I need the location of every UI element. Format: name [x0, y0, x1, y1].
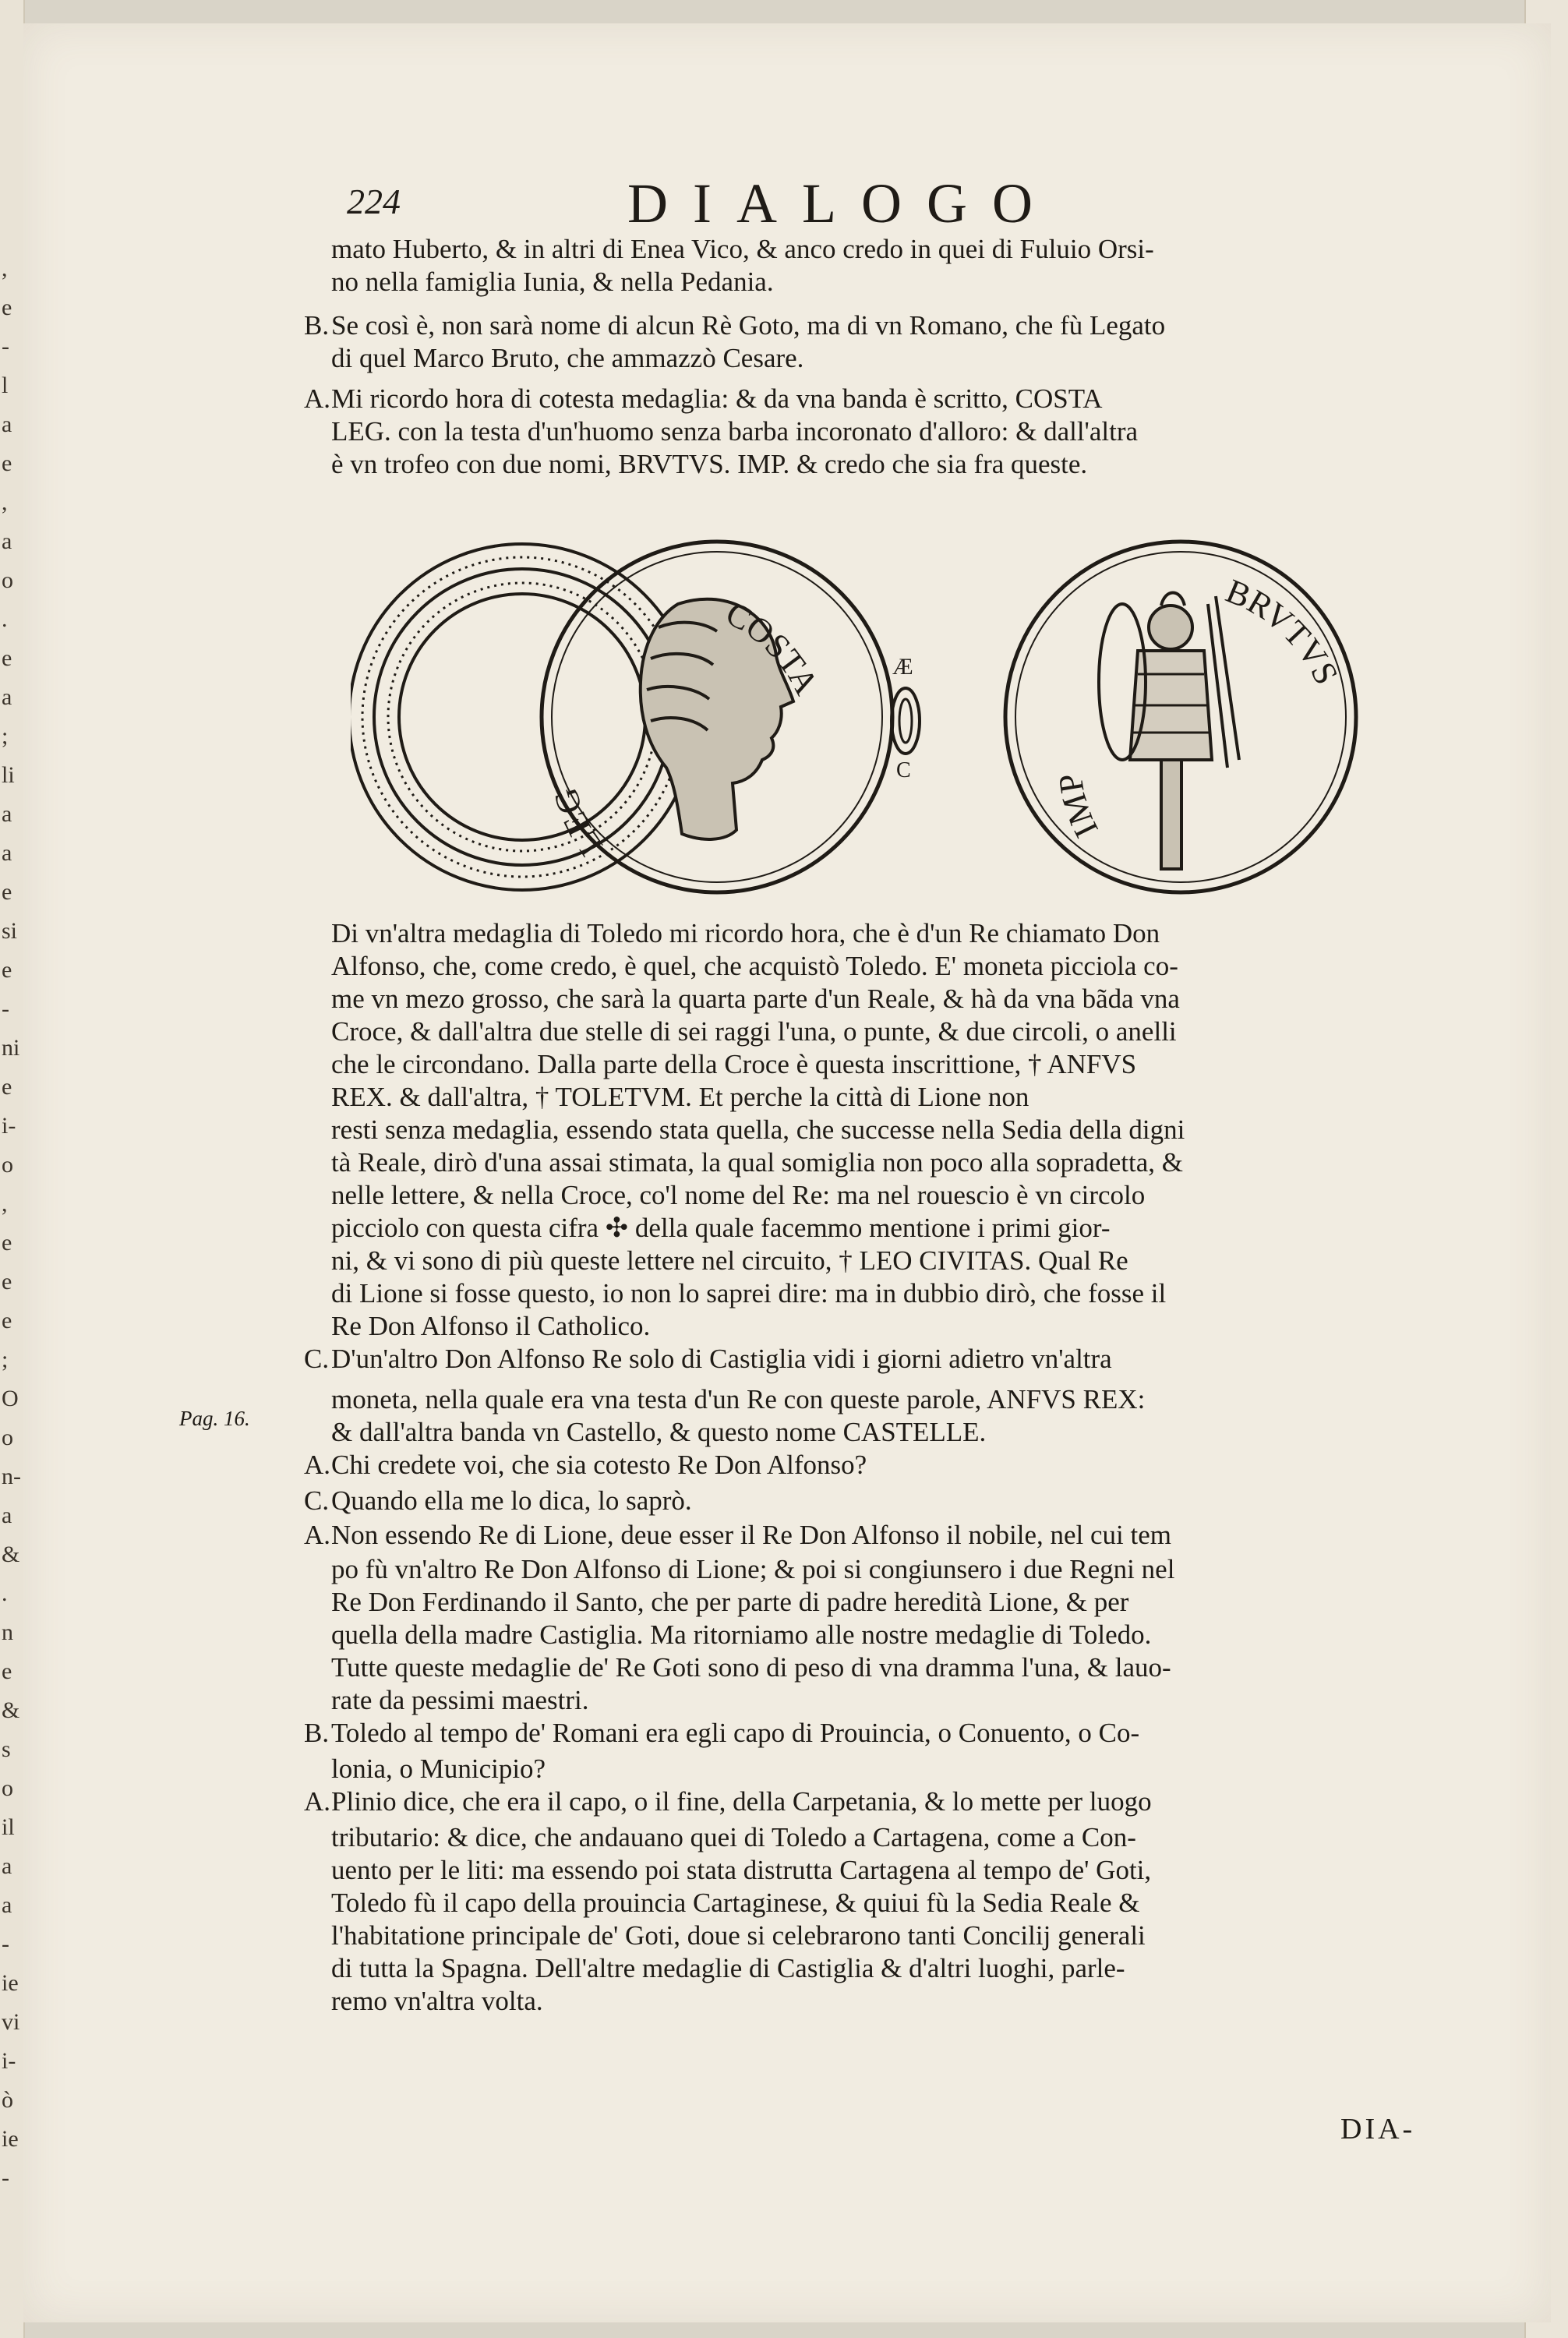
text-line: Re Don Ferdinando il Santo, che per parte di padre heredità Lione, & per [331, 1587, 1129, 1617]
page-number: 224 [347, 182, 401, 221]
coin-inscription-leg: LEG [546, 783, 610, 864]
text-line: Di vn'altra medaglia di Toledo mi ricordo hora, che è d'un Re chiamato Don [331, 918, 1160, 948]
text-line: resti senza medaglia, essendo stata quella, che successe nella Sedia della digni [331, 1114, 1185, 1145]
coin-trophy [1005, 542, 1356, 892]
text-line: & dall'altra banda vn Castello, & questo nome CASTELLE. [331, 1417, 987, 1447]
margin-fragment: e [2, 1309, 12, 1333]
coin-inscription-brutus: BRVTVS [1220, 571, 1346, 690]
margin-fragment: o [2, 569, 13, 592]
margin-fragment: . [2, 608, 8, 631]
margin-fragment: a [2, 1894, 12, 1917]
svg-text:IMP [1051, 771, 1106, 843]
text-line: Re Don Alfonso il Catholico. [331, 1311, 651, 1341]
margin-fragment: n- [2, 1465, 21, 1489]
margin-fragment: vi [2, 2011, 20, 2034]
margin-fragment: ò [2, 2089, 13, 2112]
margin-fragment: si [2, 920, 18, 943]
catchword: DIA- [1340, 2113, 1416, 2146]
margin-fragment: & [2, 1543, 20, 1566]
margin-fragment: , [2, 257, 8, 281]
margin-fragment: - [2, 998, 9, 1021]
text-line: Toledo fù il capo della prouincia Cartaginese, & quiui fù la Sedia Reale & [331, 1888, 1140, 1918]
speaker-label: A. [304, 1520, 331, 1550]
text-line: di quel Marco Bruto, che ammazzò Cesare. [331, 343, 804, 373]
text-line: l'habitatione principale de' Goti, doue si celebrarono tanti Concilij generali [331, 1920, 1146, 1951]
margin-fragment: i- [2, 1114, 16, 1138]
text-line: Toledo al tempo de' Romani era egli capo di Prouincia, o Conuento, o Co- [331, 1718, 1140, 1748]
margin-fragment: a [2, 1504, 12, 1527]
margin-fragment: e [2, 1270, 12, 1294]
text-line: moneta, nella quale era vna testa d'un Re con queste parole, ANFVS REX: [331, 1384, 1146, 1414]
speaker-label: A. [304, 1450, 331, 1480]
margin-fragment: - [2, 335, 9, 358]
text-line: po fù vn'altro Re Don Alfonso di Lione; & poi si congiunsero i due Regni nel [331, 1554, 1175, 1584]
coin-separator-mark [892, 654, 920, 782]
margin-fragment: n [2, 1621, 13, 1644]
margin-fragment: a [2, 842, 12, 865]
text-line: picciolo con questa cifra ✣ della quale facemmo mentione i primi gior- [331, 1213, 1111, 1243]
svg-text:LEG [546, 784, 610, 864]
text-line: ni, & vi sono di più queste lettere nel circuito, † LEO CIVITAS. Qual Re [331, 1245, 1128, 1276]
text-line: nelle lettere, & nella Croce, co'l nome del Re: ma nel rouescio è vn circolo [331, 1180, 1146, 1210]
margin-fragment: i- [2, 2050, 16, 2073]
speaker-label: A. [304, 383, 331, 414]
page-header [23, 171, 1551, 234]
margin-fragment: o [2, 1153, 13, 1177]
text-line: mato Huberto, & in altri di Enea Vico, & anco credo in quei di Fuluio Orsi- [331, 234, 1154, 264]
text-line: remo vn'altra volta. [331, 1986, 543, 2016]
text-line: Non essendo Re di Lione, deue esser il Re Don Alfonso il nobile, nel cui tem [331, 1520, 1171, 1550]
margin-fragment: e [2, 881, 12, 904]
margin-fragment: ; [2, 1348, 9, 1372]
margin-fragment: s [2, 1738, 11, 1761]
margin-fragment: a [2, 1855, 12, 1878]
margin-fragment: - [2, 2167, 9, 2190]
text-line: Quando ella me lo dica, lo saprò. [331, 1485, 692, 1516]
margin-fragment: ; [2, 725, 9, 748]
text-line: uento per le liti: ma essendo poi stata distrutta Cartagena al tempo de' Goti, [331, 1855, 1152, 1885]
margin-fragment: - [2, 1933, 9, 1956]
coin-laureate-head [542, 542, 892, 892]
margin-fragment: e [2, 1231, 12, 1255]
text-line: Alfonso, che, come credo, è quel, che acquistò Toledo. E' moneta picciola co- [331, 951, 1178, 981]
margin-fragment: e [2, 452, 12, 475]
margin-fragment: o [2, 1777, 13, 1800]
margin-fragment: . [2, 1582, 8, 1605]
speaker-label: C. [304, 1344, 330, 1374]
margin-fragment: e [2, 1660, 12, 1683]
text-line: Plinio dice, che era il capo, o il fine, della Carpetania, & lo mette per luogo [331, 1786, 1152, 1817]
margin-fragment: a [2, 530, 12, 553]
text-line: D'un'altro Don Alfonso Re solo di Castiglia vidi i giorni adietro vn'altra [331, 1344, 1112, 1374]
text-line: Croce, & dall'altra due stelle di sei raggi l'una, o punte, & due circoli, o anelli [331, 1016, 1177, 1047]
margin-fragment: e [2, 296, 12, 320]
text-line: che le circondano. Dalla parte della Croce è questa inscrittione, † ANFVS [331, 1049, 1137, 1079]
margin-fragment: a [2, 413, 12, 436]
marginal-note: Pag. 16. [179, 1407, 250, 1430]
text-line: tà Reale, dirò d'una assai stimata, la qual somiglia non poco alla sopradetta, & [331, 1147, 1183, 1178]
text-line: Se così è, non sarà nome di alcun Rè Goto, ma di vn Romano, che fù Legato [331, 310, 1166, 341]
coin-inscription-imp: IMP [1051, 771, 1106, 844]
speaker-label: A. [304, 1786, 331, 1817]
text-line: no nella famiglia Iunia, & nella Pedania. [331, 267, 774, 297]
margin-fragment: a [2, 803, 12, 826]
margin-fragment: l [2, 374, 9, 397]
left-adjacent-page [0, 0, 25, 2338]
text-line: me vn mezo grosso, che sarà la quarta parte d'un Reale, & hà da vna bãda vna [331, 984, 1180, 1014]
text-line: REX. & dall'altra, † TOLETVM. Et perche la città di Lione non [331, 1082, 1029, 1112]
margin-fragment: e [2, 959, 12, 982]
text-line: è vn trofeo con due nomi, BRVTVS. IMP. & credo che sia fra queste. [331, 449, 1088, 479]
mint-mark-c: C [896, 758, 911, 782]
speaker-label: C. [304, 1485, 330, 1516]
margin-fragment: , [2, 491, 8, 514]
margin-fragment: e [2, 1075, 12, 1099]
margin-fragment: O [2, 1387, 19, 1411]
text-line: Mi ricordo hora di cotesta medaglia: & da vna banda è scritto, COSTA [331, 383, 1103, 414]
text-line: Tutte queste medaglie de' Re Goti sono di peso di vna dramma l'una, & lauo- [331, 1652, 1171, 1683]
margin-fragment: , [2, 1192, 8, 1216]
margin-fragment: ie [2, 2128, 19, 2151]
margin-fragment: o [2, 1426, 13, 1450]
margin-fragment: ie [2, 1972, 19, 1995]
text-line: LEG. con la testa d'un'huomo senza barba incoronato d'alloro: & dall'altra [331, 416, 1139, 447]
margin-fragment: ni [2, 1037, 20, 1060]
text-line: di Lione si fosse questo, io non lo saprei dire: ma in dubbio dirò, che fosse il [331, 1278, 1167, 1309]
margin-fragment: & [2, 1699, 20, 1722]
running-title: DIALOGO [627, 172, 1058, 235]
margin-fragment: li [2, 764, 15, 787]
coin-illustration [351, 534, 1473, 900]
margin-fragment: a [2, 686, 12, 709]
text-line: di tutta la Spagna. Dell'altre medaglie di Castiglia & d'altri luoghi, parle- [331, 1953, 1125, 1983]
margin-fragment: e [2, 647, 12, 670]
speaker-label: B. [304, 310, 330, 341]
text-line: tributario: & dice, che andauano quei di Toledo a Cartagena, come a Con- [331, 1822, 1136, 1852]
coin-inscription-costa: COSTA [719, 594, 826, 701]
margin-fragment: il [2, 1816, 15, 1839]
text-line: lonia, o Municipio? [331, 1754, 546, 1784]
text-line: quella della madre Castiglia. Ma ritorniamo alle nostre medaglie di Toledo. [331, 1619, 1152, 1650]
speaker-label: B. [304, 1718, 330, 1748]
mint-mark-ae: Æ [892, 654, 913, 680]
text-line: Chi credete voi, che sia cotesto Re Don Alfonso? [331, 1450, 867, 1480]
text-line: rate da pessimi maestri. [331, 1685, 589, 1715]
svg-text:BRVTVS [1220, 571, 1346, 690]
book-page [23, 23, 1551, 2322]
